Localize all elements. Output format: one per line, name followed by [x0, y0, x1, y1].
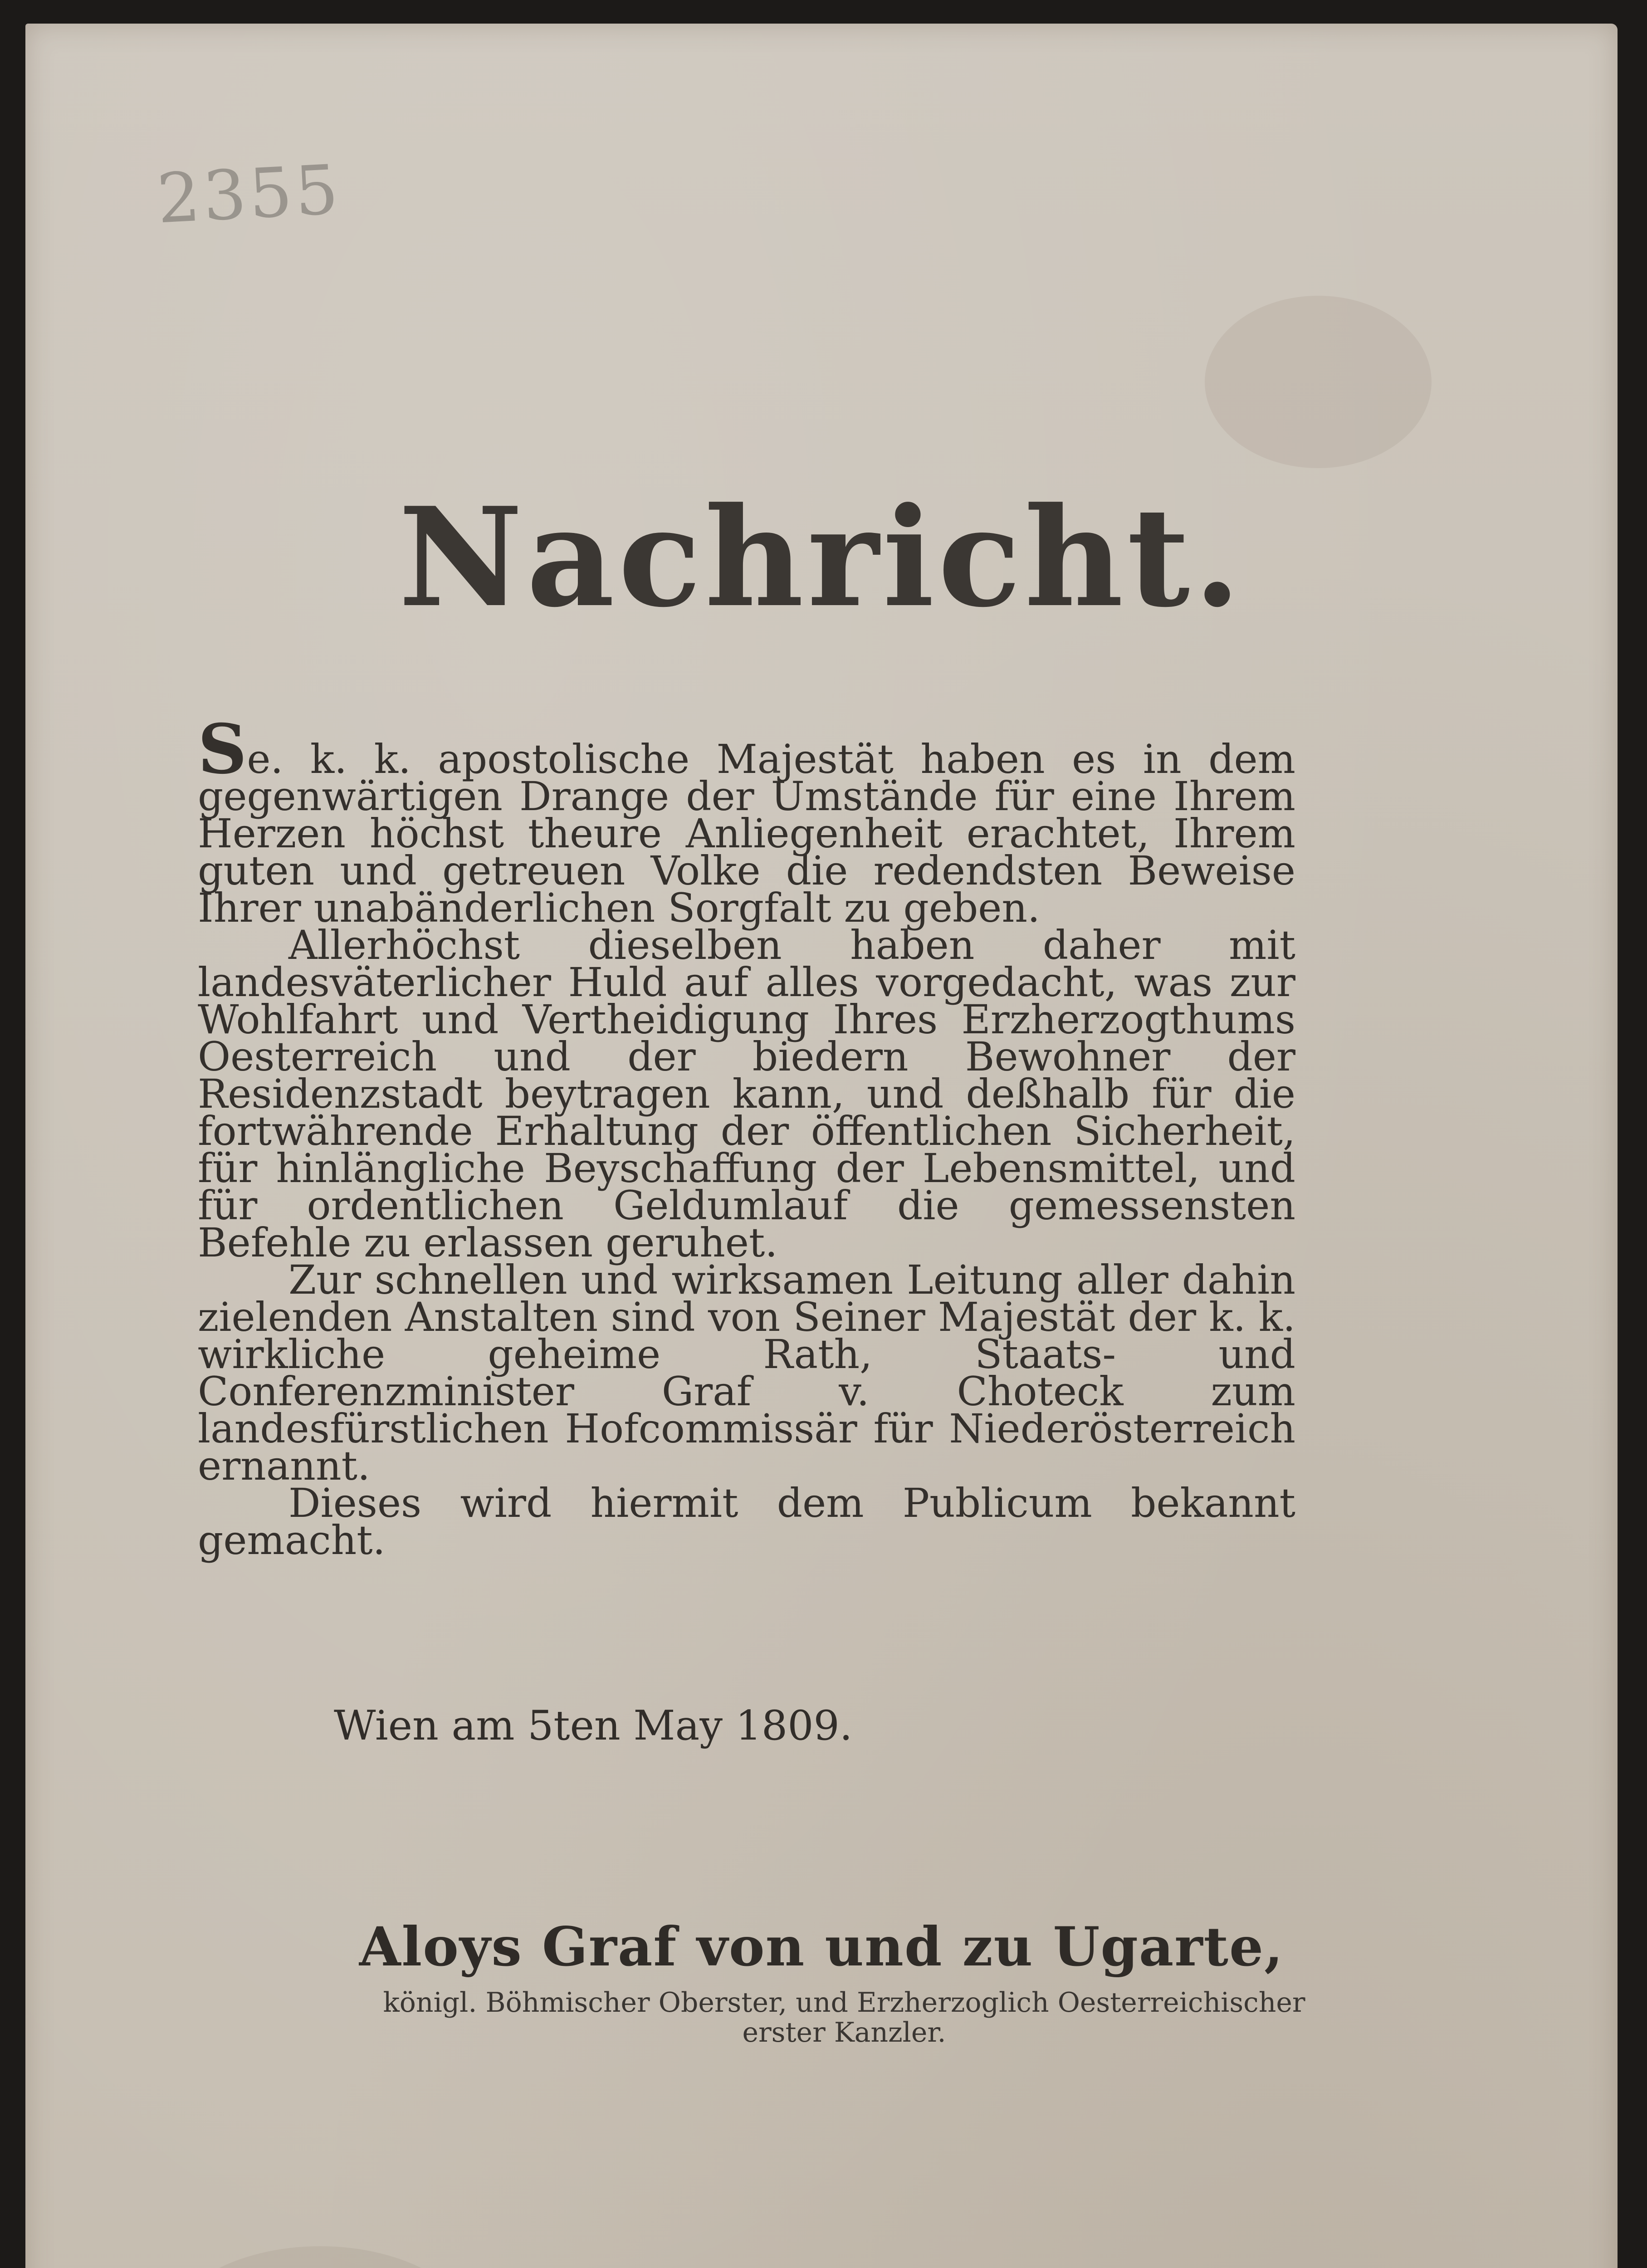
paragraph-1-text: e. k. k. apostolische Majestät haben es in dem gegenwärtigen Drange der Umstände für eine Ihrem Herzen höchst theure Anliegenheit erachtet, Ihrem guten und getreuen Volke die redendsten Beweise Ihrer unabänderlichen Sorgfalt zu geben. — [198, 736, 1295, 931]
signature-title — [379, 1988, 1309, 2048]
signature-name: Aloys Graf von und zu Ugarte, — [359, 1915, 1284, 1978]
paragraph-3: Zur schnellen und wirksamen Leitung aller dahin zielenden Anstalten sind von Seiner Majestät der k. k. wirkliche geheime Rath, Staats- und Conferenzminister Graf v. Choteck zum landesfürstlichen Hofcommissär für Niederösterreich ernannt. — [198, 1256, 1295, 1489]
shelfmark-number: 2355 — [155, 150, 343, 239]
paragraph-2: Allerhöchst dieselben haben daher mit landesväterlicher Huld auf alles vorgedacht, was zur Wohlfahrt und Vertheidigung Ihres Erzherzogthums Oesterreich und der biedern Bewohner der Residenzstadt beytragen kann, und deßhalb für die fortwährende Erhaltung der öffentlichen Sicherheit, für hinlängliche Beyschaffung der Lebensmittel, und für ordentlichen Geldumlauf die gemessensten Befehle zu erlassen geruhet. — [198, 922, 1295, 1266]
dateline: Wien am 5ten May 1809. — [334, 1702, 853, 1750]
dropcap-letter: S — [198, 709, 247, 789]
signature-title-line-2: erster Kanzler. — [742, 2017, 946, 2048]
document-title: Nachricht. — [398, 477, 1245, 637]
paragraph-4: Dieses wird hiermit dem Publicum bekannt gemacht. — [198, 1480, 1295, 1564]
paper-stain — [1205, 296, 1432, 468]
signature-title-line-1: königl. Böhmischer Oberster, und Erzherzoglich Oesterreichischer — [383, 1987, 1305, 2019]
paragraph-1 — [198, 709, 1295, 931]
document-body — [198, 709, 1295, 1564]
paper-stain — [161, 2246, 479, 2268]
paper-sheet — [25, 24, 1618, 2268]
